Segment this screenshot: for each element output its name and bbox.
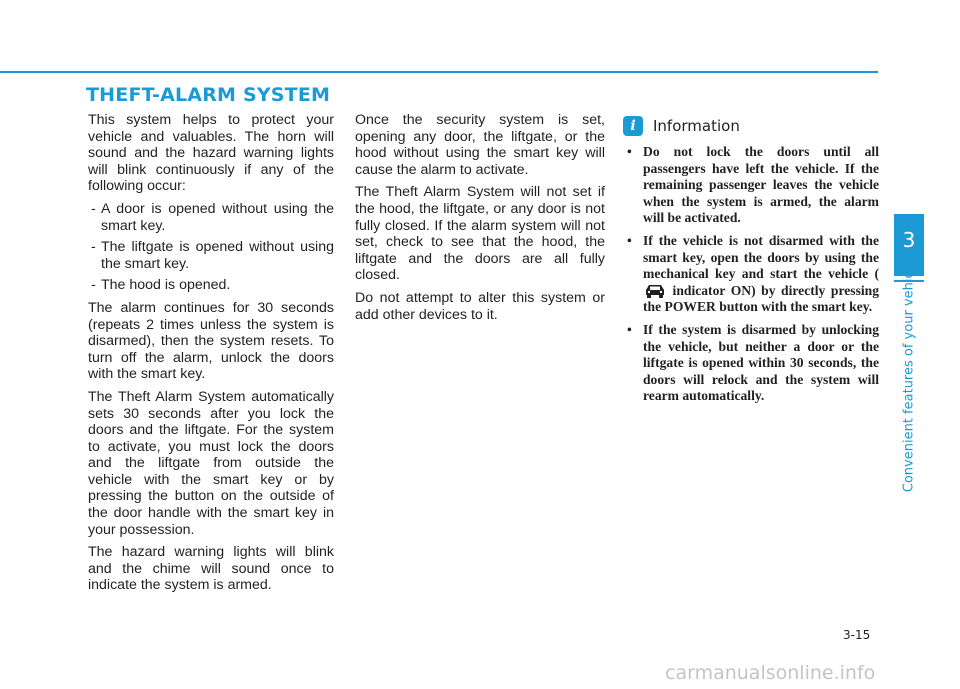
watermark: carmanualsonline.info <box>665 662 876 684</box>
chapter-title: Convenient features of your vehicle <box>901 259 917 493</box>
list-item-text: The liftgate is opened without using the smart key. <box>101 239 334 272</box>
list-item <box>88 239 334 272</box>
chapter-number: 3 <box>902 228 916 252</box>
list-item-text: The hood is opened. <box>101 277 231 294</box>
header-rule <box>0 71 878 73</box>
do-not-alter-paragraph: Do not attempt to alter this system or add other devices to it. <box>355 289 605 323</box>
list-item-text: A door is opened without using the smart key. <box>101 200 334 234</box>
alarm-duration-paragraph: The alarm continues for 30 seconds (repeats 2 times unless the system is disarmed), then the system resets. To turn off the alarm, unlock the doors with the smart key. <box>88 299 334 383</box>
info-item-text-before: If the vehicle is not disarmed with the smart key, open the doors by using the mechanical key and start the vehicle ( <box>643 232 879 282</box>
column-middle <box>355 112 605 329</box>
information-header <box>623 114 879 138</box>
list-item <box>88 277 334 294</box>
information-box <box>623 114 879 411</box>
dash-marker: - <box>91 239 96 256</box>
info-item-text: Do not lock the doors until all passengers have left the vehicle. If the remaining passenger leaves the vehicle when the system is armed, the alarm will be activated. <box>643 144 879 226</box>
list-item <box>623 233 879 316</box>
list-item <box>623 322 879 405</box>
list-item <box>88 201 334 234</box>
column-left <box>88 112 334 600</box>
info-icon: i <box>623 116 643 136</box>
activation-paragraph: Once the security system is set, opening any door, the liftgate, or the hood without using the smart key will cause the alarm to activate. <box>355 112 605 178</box>
bullet-marker: • <box>627 232 632 248</box>
section-title: THEFT-ALARM SYSTEM <box>86 84 331 106</box>
info-item-text: If the system is disarmed by unlocking the vehicle, but neither a door or the liftgate is opened within 30 seconds, the doors will relock and the system will rearm automatically. <box>643 321 879 404</box>
information-title: Information <box>653 117 740 135</box>
car-indicator-icon <box>644 283 666 299</box>
trigger-conditions-list <box>88 201 334 294</box>
armed-indication-paragraph: The hazard warning lights will blink and the chime will sound once to indicate the system is armed. <box>88 544 334 594</box>
bullet-marker: • <box>627 321 632 337</box>
dash-marker: - <box>91 277 96 294</box>
auto-set-paragraph: The Theft Alarm System automatically sets 30 seconds after you lock the doors and the liftgate. For the system to activate, you must lock the doors and the liftgate from outside the vehicle with the smart key or by pressing the button on the outside of the door handle with the smart key in your possession. <box>88 388 334 538</box>
bullet-marker: • <box>627 144 632 159</box>
dash-marker: - <box>91 200 96 217</box>
intro-paragraph: This system helps to protect your vehicle and valuables. The horn will sound and the hazard warning lights will blink continuously if any of the following occur: <box>88 112 334 195</box>
info-item-text-after: indicator ON) by directly pressing the POWER button with the smart key. <box>643 282 879 315</box>
not-set-paragraph: The Theft Alarm System will not set if the hood, the liftgate, or any door is not fully closed. If the alarm system will not set, check to see that the hood, the liftgate and the doors are all fully closed. <box>355 184 605 284</box>
page-number: 3-15 <box>843 628 871 642</box>
information-list <box>623 144 879 405</box>
list-item <box>623 144 879 227</box>
